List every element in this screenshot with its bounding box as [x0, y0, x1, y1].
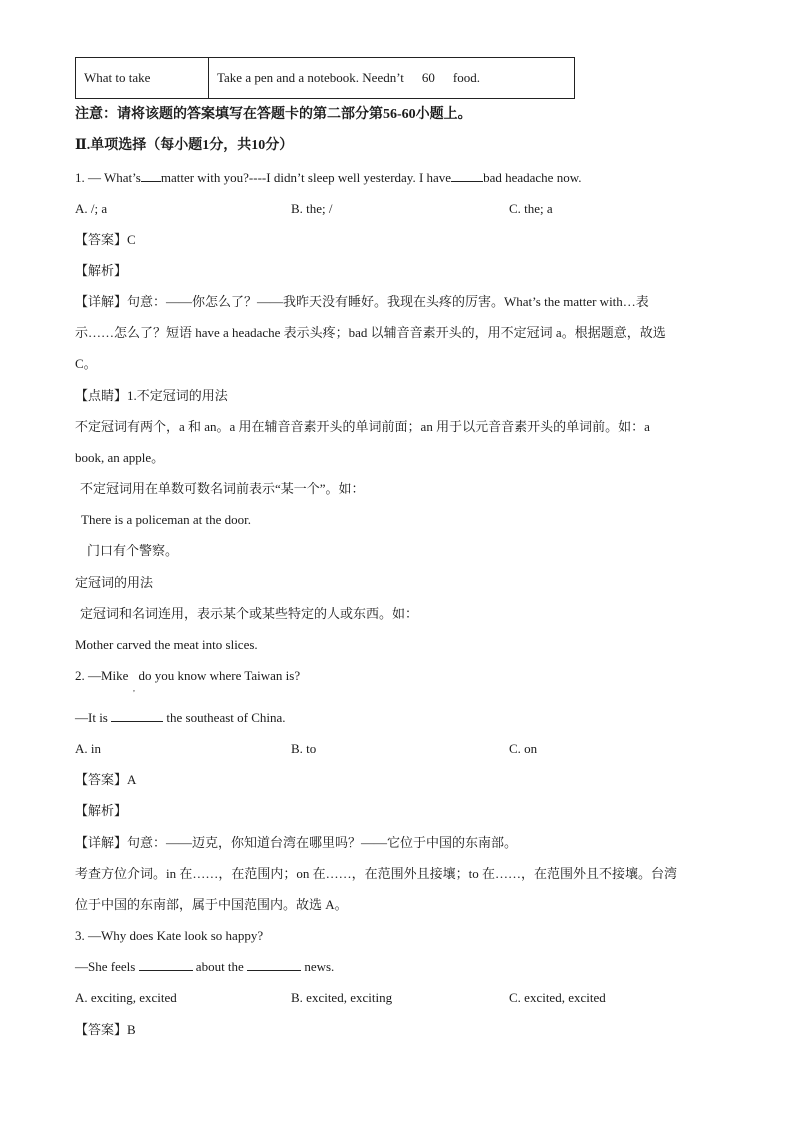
q1-tip-6: 定冠词的用法 — [75, 575, 154, 590]
q1-option-b: B. the; / — [291, 201, 333, 216]
q2-line2-b: the southeast of China. — [166, 710, 286, 725]
q2-stem — [75, 667, 300, 685]
q2-comma: , — [133, 684, 135, 693]
q3-blank-2 — [247, 958, 301, 971]
answer-value: B — [127, 1022, 136, 1037]
detail-label: 【详解】 — [75, 835, 128, 850]
table-row — [76, 58, 575, 99]
table-cell-label: What to take — [76, 58, 209, 99]
q1-tip-7: 定冠词和名词连用，表示某个或某些特定的人或东西。如： — [80, 606, 419, 621]
q1-detail-1 — [75, 293, 649, 311]
table-value-number: 60 — [421, 70, 435, 85]
q3-line2-c: news. — [304, 959, 335, 974]
q1-stem-a: 1. — What’s — [75, 170, 141, 185]
q1-answer — [75, 231, 136, 249]
info-table — [75, 57, 575, 99]
q1-blank-2 — [451, 169, 483, 182]
q1-option-a: A. /; a — [75, 201, 108, 216]
answer-label: 【答案】 — [75, 772, 128, 787]
q3-line2 — [75, 958, 334, 976]
q2-detail-1 — [75, 834, 517, 852]
q3-option-a: A. exciting, excited — [75, 990, 177, 1005]
tip-label: 【点睛】 — [75, 388, 128, 403]
q2-line2-a: —It is — [75, 710, 108, 725]
q3-line2-b: about the — [195, 959, 244, 974]
q1-stem — [75, 169, 582, 187]
q2-detail-2: 考查方位介词。in 在……，在范围内；on 在……，在范围外且接壤；to 在……，在范围外且不接壤。台湾 — [75, 866, 677, 881]
q3-answer — [75, 1021, 136, 1039]
q2-answer — [75, 771, 136, 789]
q2-stem-a: 2. —Mike — [75, 668, 129, 683]
detail-text: 句意：——你怎么了？——我昨天没有睡好。我现在头疼的厉害。What’s the matter with…表 — [127, 294, 649, 309]
q1-tip-5: 门口有个警察。 — [87, 543, 179, 558]
q2-option-c: C. on — [509, 741, 538, 756]
q2-analysis-label: 【解析】 — [75, 803, 128, 818]
detail-text: 句意：——迈克，你知道台湾在哪里吗？——它位于中国的东南部。 — [127, 835, 518, 850]
q1-stem-b: matter with you?----I didn’t sleep well yesterday. I have — [160, 170, 452, 185]
q1-detail-2: 示……怎么了？短语 have a headache 表示头疼；bad 以辅音音素开头的，用不定冠词 a。根据题意，故选 — [75, 325, 666, 340]
q2-option-b: B. to — [291, 741, 317, 756]
q2-detail-3: 位于中国的东南部，属于中国范围内。故选 A。 — [75, 897, 348, 912]
notice-text: 注意：请将该题的答案填写在答题卡的第二部分第56-60小题上。 — [75, 107, 472, 122]
q1-tip-3: 不定冠词用在单数可数名词前表示“某一个”。如： — [80, 481, 365, 496]
answer-label: 【答案】 — [75, 232, 128, 247]
q2-stem-b: do you know where Taiwan is? — [138, 668, 301, 683]
answer-value: A — [127, 772, 137, 787]
q3-line2-a: —She feels — [75, 959, 136, 974]
q2-blank — [111, 709, 163, 722]
q1-tip-8: Mother carved the meat into slices. — [75, 637, 258, 652]
q1-tip-2: book, an apple。 — [75, 450, 165, 465]
q1-stem-c: bad headache now. — [483, 170, 582, 185]
q3-blank-1 — [139, 958, 193, 971]
q1-option-c: C. the; a — [509, 201, 553, 216]
q1-detail-3: C。 — [75, 356, 97, 371]
section-title: Ⅱ.单项选择（每小题1分，共10分） — [75, 138, 294, 153]
q1-tip-4: There is a policeman at the door. — [81, 512, 252, 527]
table-value-pre: Take a pen and a notebook. Needn’t — [217, 70, 404, 85]
q2-option-a: A. in — [75, 741, 101, 756]
table-cell-value — [209, 58, 575, 99]
answer-label: 【答案】 — [75, 1022, 128, 1037]
q3-option-b: B. excited, exciting — [291, 990, 393, 1005]
q1-tip-1: 不定冠词有两个，a 和 an。a 用在辅音音素开头的单词前面；an 用于以元音音素开头的单词前。如：a — [75, 419, 650, 434]
q1-tip-title — [75, 387, 228, 405]
tip-title: 1.不定冠词的用法 — [127, 388, 228, 403]
answer-value: C — [127, 232, 136, 247]
detail-label: 【详解】 — [75, 294, 128, 309]
q1-blank-1 — [141, 169, 161, 182]
q2-line2 — [75, 709, 286, 727]
q1-analysis-label: 【解析】 — [75, 263, 128, 278]
table-value-post: food. — [452, 70, 481, 85]
q3-stem: 3. —Why does Kate look so happy? — [75, 928, 264, 943]
q3-option-c: C. excited, excited — [509, 990, 606, 1005]
